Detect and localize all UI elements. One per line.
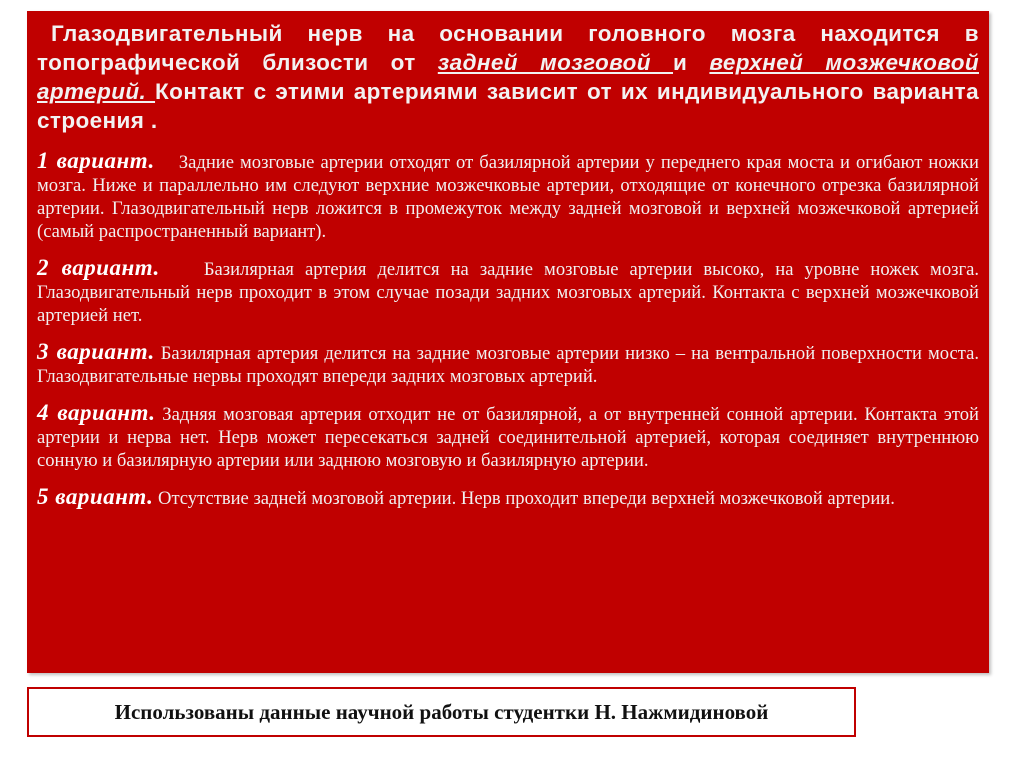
- variant-3: [37, 340, 979, 388]
- variant-3-title: 3 вариант.: [37, 339, 155, 364]
- intro-paragraph: [37, 19, 979, 135]
- variant-4-title: 4 вариант.: [37, 400, 156, 425]
- variant-1: [37, 149, 979, 243]
- variant-1-title: 1 вариант.: [37, 148, 155, 173]
- variant-5: [37, 485, 979, 510]
- variant-3-text: Базилярная артерия делится на задние мозговые артерии низко – на вентральной поверхности моста. Глазодвигательные нервы проходят впереди задних мозговых артерий.: [37, 343, 980, 387]
- variant-1-text: Задние мозговые артерии отходят от базилярной артерии у переднего края моста и огибают ножки мозга. Ниже и параллельно им следуют верхние мозжечковые артерии, отходящие от конечного отрезка базилярной артерии. Глазодвигательный нерв ложится в промежуток между задней мозговой и верхней мозжечковой артерией (самый распространенный вариант).: [37, 152, 979, 242]
- variant-2-text: Базилярная артерия делится на задние мозговые артерии высоко, на уровне ножек мозга. Глазодвигательный нерв проходит в этом случае позади задних мозговых артерий. Контакта с верхней мозжечковой артерией нет.: [37, 259, 979, 326]
- content-panel: [27, 11, 989, 673]
- source-note-text: Использованы данные научной работы студентки Н. Нажмидиновой: [114, 699, 769, 724]
- intro-text-1: Глазодвигательный нерв на основании головного мозга находится в топографической близости от: [37, 21, 979, 75]
- variant-5-title: 5 вариант.: [37, 484, 154, 509]
- intro-text-2: и: [673, 50, 710, 75]
- variant-4-text: Задняя мозговая артерия отходит не от базилярной, а от внутренней сонной артерии. Контакта этой артерии и нерва нет. Нерв может пересекаться задней соединительной артерией, которая соединяет внутреннюю сонную и базилярную артерии или заднюю мозговую и базилярную артерии.: [37, 404, 980, 471]
- variant-2-title: 2 вариант.: [37, 255, 160, 280]
- source-note-box: [27, 687, 856, 737]
- panel-content: [37, 19, 979, 523]
- intro-underlined-1: задней мозговой: [437, 50, 674, 75]
- intro-underlined-2: верхней мозжечковой артерий.: [37, 50, 979, 104]
- intro-text-3: Контакт с этими артериями зависит от их индивидуального варианта строения .: [37, 79, 979, 133]
- variant-2: [37, 256, 979, 327]
- variant-5-text: Отсутствие задней мозговой артерии. Нерв проходит впереди верхней мозжечковой артерии.: [158, 488, 895, 509]
- variant-4: [37, 401, 979, 472]
